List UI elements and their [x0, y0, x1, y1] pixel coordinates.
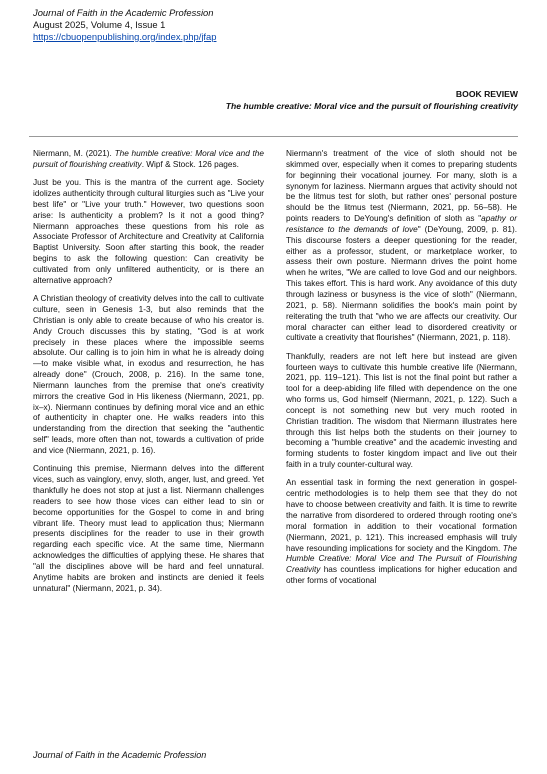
paragraph: Just be you. This is the mantra of the current age. Society idolizes authenticity through cultural liturgies such as "Live your best life" or "Live your truth." However, two questions soon arise: Is authenticity a problem? Is it not a good thing? Niermann approaches these questions from his role as Associate Professor of Architecture and Creativity at California Baptist University. Soon after starting this book, the reader begins to ask the following question: Can creativity be cultivated from only unfiltered authenticity, or is there an alternative approach?	[33, 178, 264, 285]
citation-publisher: . Wipf & Stock. 126 pages.	[141, 159, 239, 169]
text-run: An essential task in forming the next generation in gospel-centric methodologies is to help them see that they do not have to choose between creativity and faith. It is time to rewrite the narrative from disordered to ordered through rooting one's moral formation in addition to their vocational formation (Niermann, 2021, p. 121). This increased emphasis will truly have resounding implications for society and the Kingdom.	[286, 478, 517, 553]
citation-author: Niermann, M. (2021).	[33, 149, 115, 158]
paragraph	[286, 149, 517, 344]
paragraph	[286, 478, 517, 586]
right-column	[286, 149, 517, 594]
running-header	[33, 7, 216, 42]
citation-title: The humble creative: Moral vice and the pursuit of flourishing creativity	[33, 149, 264, 169]
review-title: The humble creative: Moral vice and the pursuit of flourishing creativity	[225, 101, 518, 111]
issue-info: August 2025, Volume 4, Issue 1	[33, 18, 166, 30]
section-label: BOOK REVIEW	[455, 89, 518, 99]
review-heading	[226, 88, 518, 112]
left-column	[33, 149, 264, 602]
book-title-italic: The Humble Creative: Moral Vice and The Pursuit of Flourishing Creativity	[286, 543, 517, 575]
text-run: has countless implications for higher education and other forms of vocational	[286, 565, 517, 586]
journal-url-link[interactable]: https://cbuopenpublishing.org/index.php/jfap	[33, 30, 217, 42]
paragraph: A Christian theology of creativity delves into the call to cultivate culture, seen in Genesis 1-3, but also reminds that the Christian is only able to create because of who his creator is. Andy Crouch discusses this by stating, "God is at work precisely in these places where the impossible seems absolute. Our calling is to join him in what he is already doing—to make visible what, in exodus and resurrection, he has already done" (Crouch, 2008, p. 216). In the same tone, Niermann launches from the premise that one's creativity mirrors the creative God in His likeness (Niermann, 2021, pp. ix–x). Niermann continues by defining moral vice and an ethic of authenticity in chapter one. He walks readers into this understanding from the direction that seeking the "authentic self" leads, more often than not, towards a cultivation of pride and vice (Niermann, 2021, p. 16).	[33, 294, 264, 455]
header-divider	[29, 136, 518, 137]
running-footer: Journal of Faith in the Academic Profession	[33, 750, 207, 760]
paragraph: Thankfully, readers are not left here but instead are given fourteen ways to cultivate this humble creative life (Niermann, 2021, pp. 119–121). This list is not the final point but rather a tool for a deep-abiding life filled with dependence on the one who forms us, God himself (Niermann, 2021, p. 122). Such a concept is not something new but very much rooted in Christian tradition. The wisdom that Niermann illustrates here through this list helps both the students on their journey to becoming a "humble creative" and the academic investing and forming students to foster kingdom impact and live out their faith in a truly counter-cultural way.	[286, 351, 517, 470]
text-run: Niermann's treatment of the vice of sloth should not be skimmed over, especially when it comes to preparing students for beginning their vocational journey. For many, sloth is a synonym for laziness. Niermann argues that activity should not be the litmus test for sloth, but rather ones' personal posture should be the litmus test (Niermann, 2021, pp. 56–58). He points readers to DeYoung's definition of sloth as "	[286, 149, 517, 224]
quoted-definition: apathy or resistance to the demands of love	[286, 214, 517, 234]
text-run: " (DeYoung, 2009, p. 81). This discourse fosters a deeper questioning for the reader, either as a professor, student, or marketplace worker, to assess their own posture. Niermann drives the point home when he writes, "We are called to love God and our neighbors. This takes effort. This is hard work. Any avoidance of this duty through laziness or busyness is the vice of sloth" (Niermann, 2021, p. 58). Niermann solidifies the book's main point by reiterating the truth that "who we are affects our creativity. Our moral character can either lead to disordered creativity or cultivate a creativity that flourishes" (Niermann, 2021, p. 118).	[286, 224, 517, 343]
paragraph: Continuing this premise, Niermann delves into the different vices, such as vainglory, envy, sloth, anger, lust, and greed. Yet thankfully he does not stop at just a list. Niermann challenges readers to see how those vices can either lead to sin or become opportunities for the Gospel to come in and bring vibrant life. Theory must lead to application thus; Niermann presents disciplines for the reader to use in their growth regarding each specific vice. At the same time, Niermann acknowledges the difficulties of applying these. He shares that "all the disciplines above will be hard and feel unnatural. Anytime habits are broken and instincts are denied it feels unnatural" (Niermann, 2021, p. 34).	[33, 464, 264, 593]
book-citation	[33, 149, 264, 171]
journal-name: Journal of Faith in the Academic Profession	[33, 7, 214, 18]
